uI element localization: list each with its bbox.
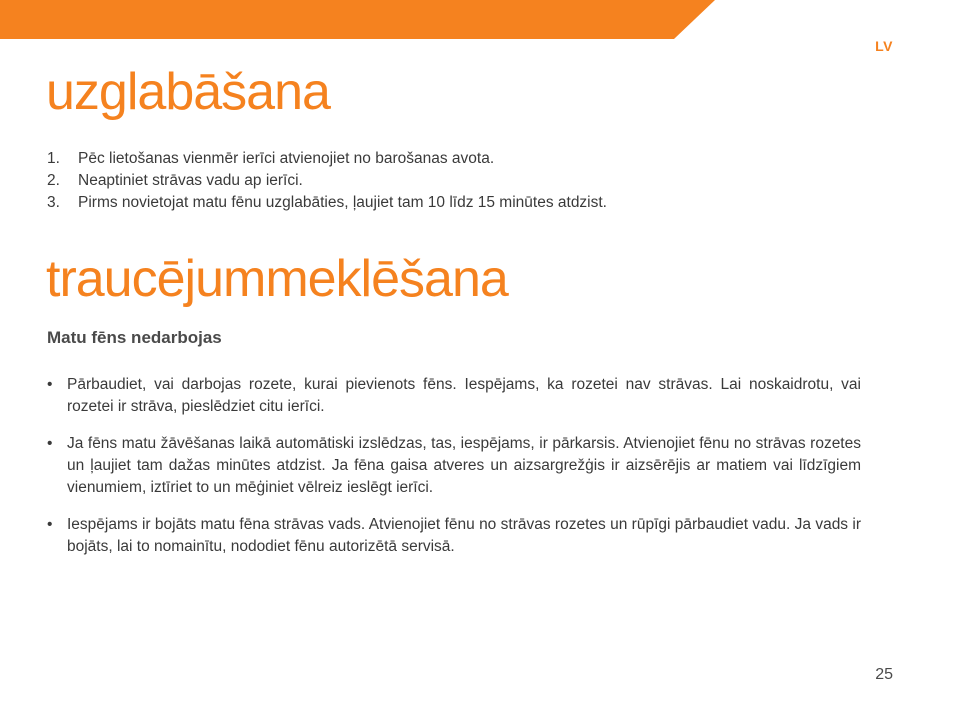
bullet-icon: • [47,435,53,452]
section-title-troubleshooting: traucējummeklēšana [46,250,508,308]
list-item [47,192,607,214]
list-item-text: Pirms novietojat matu fēnu uzglabāties, ļaujiet tam 10 līdz 15 minūtes atdzist. [78,194,607,211]
list-item [47,514,861,558]
language-code: LV [875,38,893,54]
bullet-icon: • [47,376,53,393]
list-item [47,148,607,170]
page-number: 25 [875,666,893,683]
troubleshooting-bullet-list [47,374,861,573]
list-item [47,433,861,499]
list-item-text: Ja fēns matu žāvēšanas laikā automātiski izslēdzas, tas, iespējams, ir pārkarsis. Atvienojiet fēnu no strāvas rozetes un ļaujiet tam dažas minūtes atdzist. Ja fēna gaisa atveres un aizsargrežģis ir aizsērējis ar matiem vai līdzīgiem vienumiem, iztīriet to un mēģiniet vēlreiz ieslēgt ierīci. [67,435,861,496]
list-item-text: Neaptiniet strāvas vadu ap ierīci. [78,172,303,189]
list-item-text: Pārbaudiet, vai darbojas rozete, kurai pievienots fēns. Iespējams, ka rozetei nav strāvas. Lai noskaidrotu, vai rozetei ir strāva, pieslēdziet citu ierīci. [67,376,861,415]
subheading-dryer-not-working: Matu fēns nedarbojas [47,328,222,347]
list-item-number: 2. [47,172,60,189]
header-accent-banner [0,0,715,39]
list-item [47,170,607,192]
list-item [47,374,861,418]
list-item-text: Pēc lietošanas vienmēr ierīci atvienojiet no barošanas avota. [78,150,495,167]
bullet-icon: • [47,516,53,533]
list-item-number: 1. [47,150,60,167]
list-item-text: Iespējams ir bojāts matu fēna strāvas vads. Atvienojiet fēnu no strāvas rozetes un rūpīgi pārbaudiet vadu. Ja vads ir bojāts, lai to nomainītu, nododiet fēnu autorizētā servisā. [67,516,861,555]
section-title-storage: uzglabāšana [46,63,330,121]
list-item-number: 3. [47,194,60,211]
storage-steps-list [47,148,607,214]
